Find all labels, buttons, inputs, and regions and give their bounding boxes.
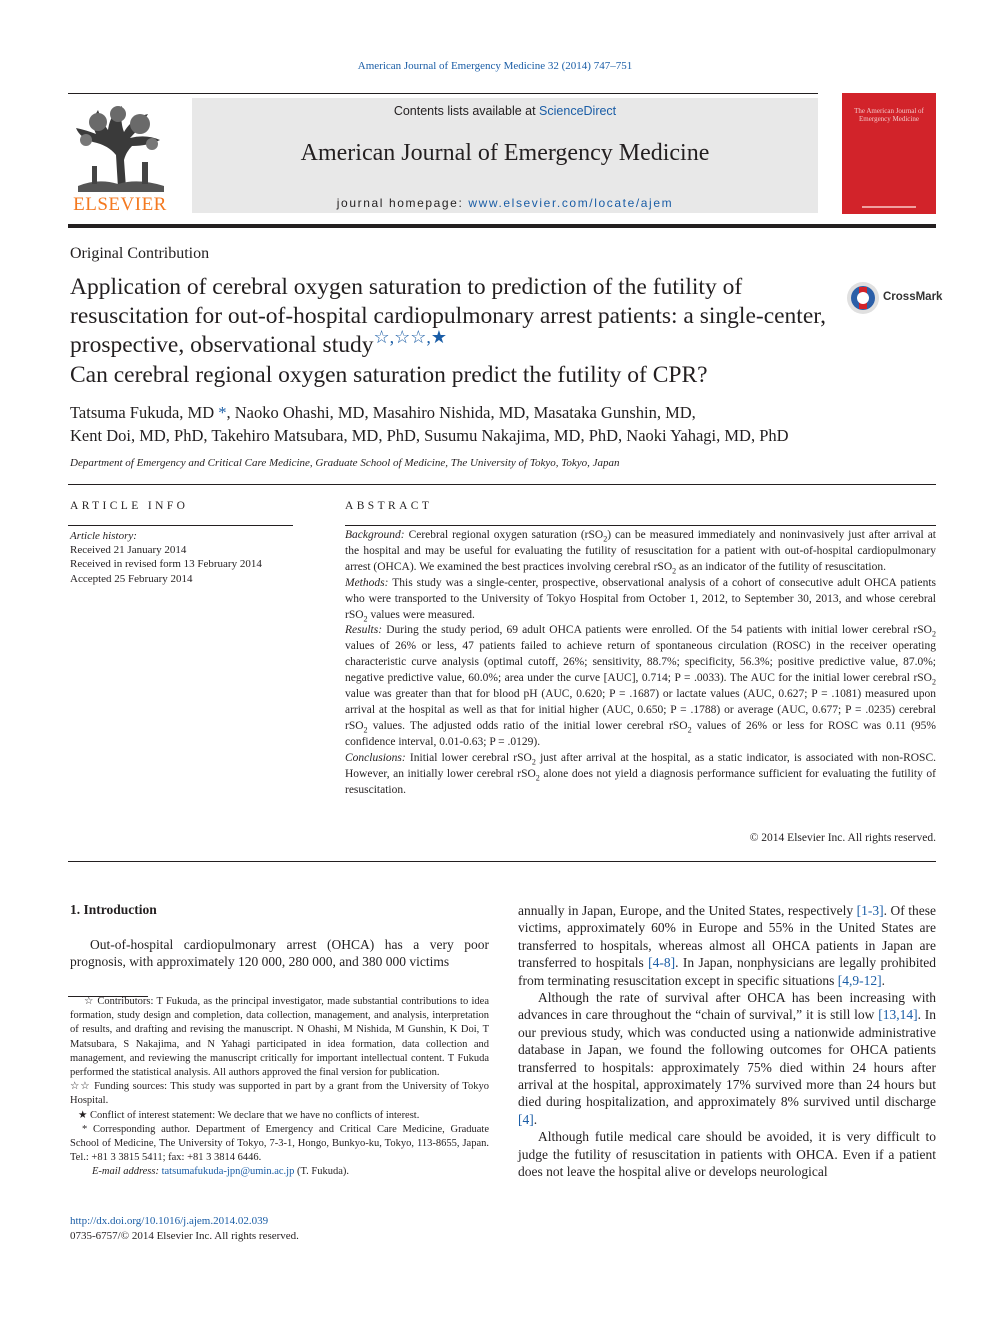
revised-date: Received in revised form 13 February 2014 [70,558,262,571]
corresponding-author[interactable]: Tatsuma Fukuda, MD [70,403,215,422]
author-email-link[interactable]: tatsumafukuda-jpn@umin.ac.jp [161,1166,295,1178]
affiliation: Department of Emergency and Critical Care Medicine, Graduate School of Medicine, The University of Tokyo, Tokyo, Japan [70,457,620,469]
journal-homepage: journal homepage: www.elsevier.com/locate/ajem [336,196,674,210]
intro-right-column [518,902,936,1181]
divider [68,525,293,526]
elsevier-logo [68,100,172,216]
footnote-corresponding: * Corresponding author. Department of Emergency and Critical Care Medicine, Graduate School of Medicine, The University of Tokyo, 7-3-1, Hongo, Bunkyo-ku, Tokyo, 113-8655, Japan. Tel.: +81 3 3815 5411; fax: +81 3 3814 6446. [70,1123,489,1164]
crossmark-button[interactable] [846,281,946,317]
abstract-background: Background: Cerebral regional oxygen saturation (rSO$_2$) can be measured immediately and noninvasively just after arrival at the hospital and may be useful for evaluating the futility of resuscitation for a patient with out-of-hospital cardiopulmonary arrest (OHCA). We examined the best practices involving cerebral rSO$_2$ as an indicator of the futility of resuscitation. [345,529,937,576]
history-label: Article history: [70,530,137,542]
corresponding-author-mark[interactable]: * [218,403,227,422]
intro-paragraph-1-continued: annually in Japan, Europe, and the United States, respectively [1-3]. Of these victims, approximately 60% in Europe and 55% in the United States are transferred to hospitals, whereas almost all OHCA patients in Japan are transferred to hospitals [4-8]. In Japan, nonphysicians are legally prohibited from terminating resuscitation except in specific situations [4,9-12]. [518,903,937,988]
intro-paragraph-1: Out-of-hospital cardiopulmonary arrest (OHCA) has a very poor prognosis, with approximately 120 000, 280 000, and 380 000 victims [70,937,489,970]
abstract-methods: Methods: This study was a single-center, prospective, observational analysis of a cohort of consecutive adult OHCA patients who were transported to the University of Tokyo Hospital from October 1, 2012, to September 30, 2013, and whose cerebral rSO$_2$ values were measured. [345,576,936,623]
tree-icon [68,100,172,192]
issn-line: 0735-6757/© 2014 Elsevier Inc. All rights reserved. [70,1229,299,1242]
authors-line-1: Tatsuma Fukuda, MD *, Naoko Ohashi, MD, Masahiro Nishida, MD, Masataka Gunshin, MD, [70,403,696,422]
divider [68,484,936,485]
header-divider [68,224,936,228]
article-type: Original Contribution [70,245,210,262]
intro-paragraph-2: Although the rate of survival after OHCA has been increasing with advances in care throughout the “chain of survival,” it is still low [13,14]. In our previous study, which was conducted using a nationwide administrative database in Japan, we found the following outcomes for OHCA patients transferred to hospitals: approximately 75% died within 24 hours after arrival at the hospital, approximately 17% survived more than 24 hours but died during hospitalization, and approximately 8% survived until discharge [4]. [518,990,937,1127]
journal-title: American Journal of Emergency Medicine [300,140,710,166]
homepage-link[interactable]: www.elsevier.com/locate/ajem [468,196,674,210]
abstract-body [345,528,936,798]
contents-line: Contents lists available at ScienceDirect [393,104,617,118]
header-rule [68,93,818,94]
article-title: Application of cerebral oxygen saturation to prediction of the futility of resuscitation for out-of-hospital cardiopulmonary arrest patients: a single-center, prospective, observational study☆,☆☆,★ [70,274,827,358]
reference-link[interactable]: [13,14] [878,1007,918,1023]
footnotes [70,995,489,1180]
divider [345,525,936,526]
abstract-heading: ABSTRACT [345,500,433,512]
abstract-conclusions: Conclusions: Initial lower cerebral rSO$_2$ just after arrival at the hospital, as a static indicator, is associated with non-ROSC. However, an initially lower cerebral rSO$_2$ alone does not yield a diagnosis performance sufficient for evaluating the futility of resuscitation. [345,751,937,796]
reference-link[interactable]: [1-3] [856,903,884,918]
journal-cover[interactable] [842,93,936,214]
authors-line-2: Kent Doi, MD, PhD, Takehiro Matsubara, MD, PhD, Susumu Nakajima, MD, PhD, Naoki Yahagi, MD, PhD [70,426,789,445]
footnote-funding: ☆☆ Funding sources: This study was supported in part by a grant from the University of Tokyo Hospital. [70,1081,489,1107]
article-info-heading: ARTICLE INFO [70,500,189,512]
doi-link[interactable]: http://dx.doi.org/10.1016/j.ajem.2014.02.039 [70,1215,269,1227]
reference-link[interactable]: [4-8] [648,955,676,971]
journal-citation[interactable]: American Journal of Emergency Medicine 32 (2014) 747–751 [357,60,633,72]
abstract-copyright: © 2014 Elsevier Inc. All rights reserved. [749,832,936,844]
author-list [70,401,940,447]
reference-link[interactable]: [4,9-12] [837,972,882,988]
article-footer [70,1214,299,1243]
reference-link[interactable]: [4] [518,1111,534,1127]
sciencedirect-link[interactable]: ScienceDirect [539,104,617,118]
title-footnote-marks[interactable]: ☆,☆☆,★ [373,327,448,348]
intro-paragraph-3: Although futile medical care should be avoided, it is very difficult to judge the futility of resuscitation in patients with OHCA. Even if a patient does not leave the hospital alive or develops neurological [518,1129,936,1180]
section-heading-introduction: 1. Introduction [70,902,157,917]
footnote-conflict: ★ Conflict of interest statement: We declare that we have no conflicts of interest. [78,1109,420,1121]
received-date: Received 21 January 2014 [70,544,187,557]
cover-title: The American Journal of Emergency Medicine [854,107,924,123]
footnote-contributors: ☆ Contributors: T Fukuda, as the principal investigator, made substantial contributions to idea formation, study design and completion, data collection, management, and analysis, interpretation of results, and drafting and revising the manuscript. N Ohashi, M Nishida, M Gunshin, K Doi, T Matsubara, S Nakajima, and N Yahagi participated in idea formation, data collection and management, and reviewing the manuscript critically for important intellectual content. T Fukuda performed the statistical analysis. All authors approved the final version for publication. [70,996,489,1079]
article-history [70,529,262,586]
abstract-results: Results: During the study period, 69 adult OHCA patients were enrolled. Of the 54 patients with initial lower cerebral rSO$_2$ values of 26% or less, 47 patients failed to achieve return of spontaneous circulation (ROSC) in the receiver operating characteristic curve analysis (optimal cutoff, 26%; sensitivity, 88.7%; specificity, 56.3%; positive predictive value, 87.0%; negative predictive value, 60.0%; area under the curve [AUC], 0.714; P = .0033). The AUC for the initial lower cerebral rSO$_2$ value was greater than that for blood pH (AUC, 0.620; P = .1687) or lactate values (AUC, 0.627; P = .1081) measured upon arrival at the hospital as well as that for initial higher (AUC, 0.650; P = .1788) or average (AUC, 0.677; P = .0235) cerebral rSO$_2$ values. The adjusted odds ratio of the initial lower cerebral rSO$_2$ values of 26% or less for ROSC was 0.11 (95% confidence interval, 0.01-0.63; P = .0129). [345,624,936,748]
footnote-email: E-mail address: tatsumafukuda-jpn@umin.ac.jp (T. Fukuda). [92,1166,349,1178]
publisher-name: ELSEVIER [73,194,167,215]
journal-masthead [192,98,818,213]
crossmark-label: CrossMark [883,291,943,303]
crossmark-icon [846,281,880,315]
cover-decoration [862,206,916,208]
article-subtitle: Can cerebral regional oxygen saturation predict the futility of CPR? [70,362,708,388]
divider [68,861,936,862]
accepted-date: Accepted 25 February 2014 [70,572,193,585]
